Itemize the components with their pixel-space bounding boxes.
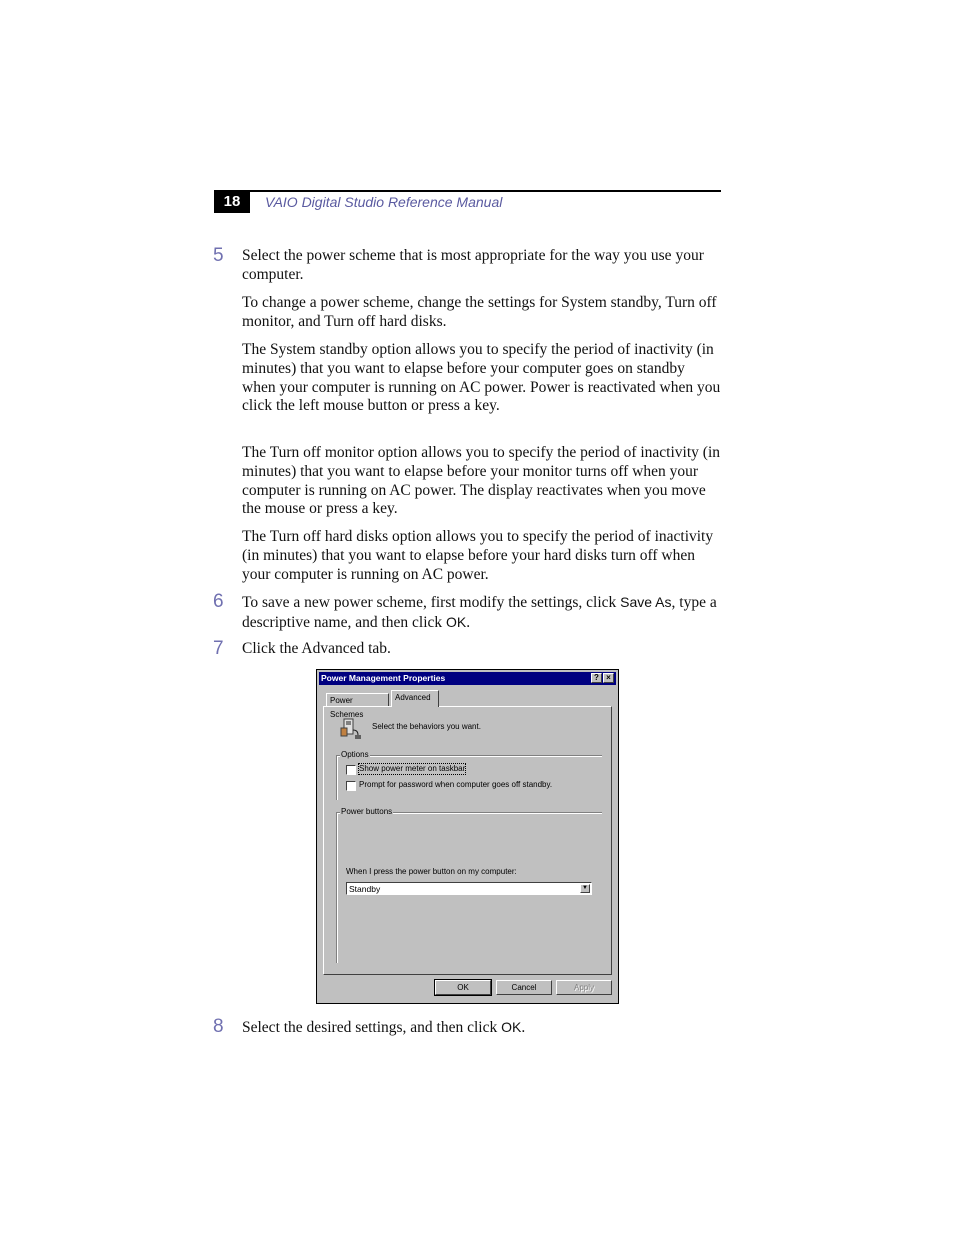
step-8-text: Select the desired settings, and then click OK. xyxy=(242,1019,526,1036)
step-6-number: 6 xyxy=(213,591,224,612)
power-button-action-label: When I press the power button on my computer: xyxy=(346,867,517,876)
power-button-action-select[interactable] xyxy=(346,882,592,895)
dialog-title: Power Management Properties xyxy=(321,673,446,683)
step-5-paragraph-5: The Turn off hard disks option allows you to specify the period of inactivity (in minutes) that you want to elapse before your hard disks turn off when your computer is running on AC power. xyxy=(242,528,714,583)
tab-power-schemes[interactable]: Power Schemes xyxy=(326,693,389,707)
ok-button[interactable]: OK xyxy=(435,980,491,995)
page-number: 18 xyxy=(214,191,250,213)
power-plug-icon xyxy=(338,716,362,740)
show-power-meter-checkbox[interactable] xyxy=(346,765,356,775)
step-5-text: Select the power scheme that is most appropriate for the way you use your computer. xyxy=(242,247,704,283)
show-power-meter-label[interactable]: Show power meter on taskbar xyxy=(359,764,466,773)
help-button[interactable]: ? xyxy=(591,673,602,683)
advanced-tab-panel xyxy=(323,706,612,975)
chevron-down-icon[interactable]: ▼ xyxy=(580,884,590,893)
step-5-paragraph-3: The System standby option allows you to specify the period of inactivity (in minutes) that you want to elapse before your computer goes on standby when your computer is running on AC power. Power is reactivated when you click the left mouse button or press a key. xyxy=(242,341,721,415)
step-5-number: 5 xyxy=(213,245,224,266)
step-7-text: Click the Advanced tab. xyxy=(242,640,391,657)
ok-term-final: OK xyxy=(501,1019,522,1035)
header-rule xyxy=(214,190,721,192)
ok-term: OK xyxy=(446,613,467,630)
dialog-titlebar xyxy=(319,672,616,685)
step-5-paragraph-2: To change a power scheme, change the settings for System standby, Turn off monitor, and Turn off hard disks. xyxy=(242,294,717,330)
power-buttons-group-label: Power buttons xyxy=(341,807,393,816)
step-8-number: 8 xyxy=(213,1016,224,1037)
intro-text: Select the behaviors you want. xyxy=(372,722,481,731)
prompt-password-checkbox[interactable] xyxy=(346,781,356,791)
apply-button[interactable]: Apply xyxy=(556,980,612,995)
cancel-button[interactable]: Cancel xyxy=(496,980,552,995)
step-6-text: To save a new power scheme, first modify the settings, click Save As, type a descriptive name, and then click OK. xyxy=(242,594,717,631)
step-7-number: 7 xyxy=(213,638,224,659)
save-as-term: Save As xyxy=(620,594,672,610)
options-group xyxy=(336,755,602,800)
tab-advanced[interactable]: Advanced xyxy=(391,690,439,707)
options-group-label: Options xyxy=(341,750,369,759)
running-title: VAIO Digital Studio Reference Manual xyxy=(265,194,503,210)
power-management-dialog xyxy=(316,669,619,1004)
power-button-action-value: Standby xyxy=(349,884,381,894)
prompt-password-label[interactable]: Prompt for password when computer goes off standby. xyxy=(359,780,553,789)
close-button[interactable]: × xyxy=(603,673,614,683)
step-5-paragraph-4: The Turn off monitor option allows you to specify the period of inactivity (in minutes) that you want to elapse before your monitor turns off when your computer is running on AC power. The display reactivates when you move the mouse or press a key. xyxy=(242,444,721,518)
